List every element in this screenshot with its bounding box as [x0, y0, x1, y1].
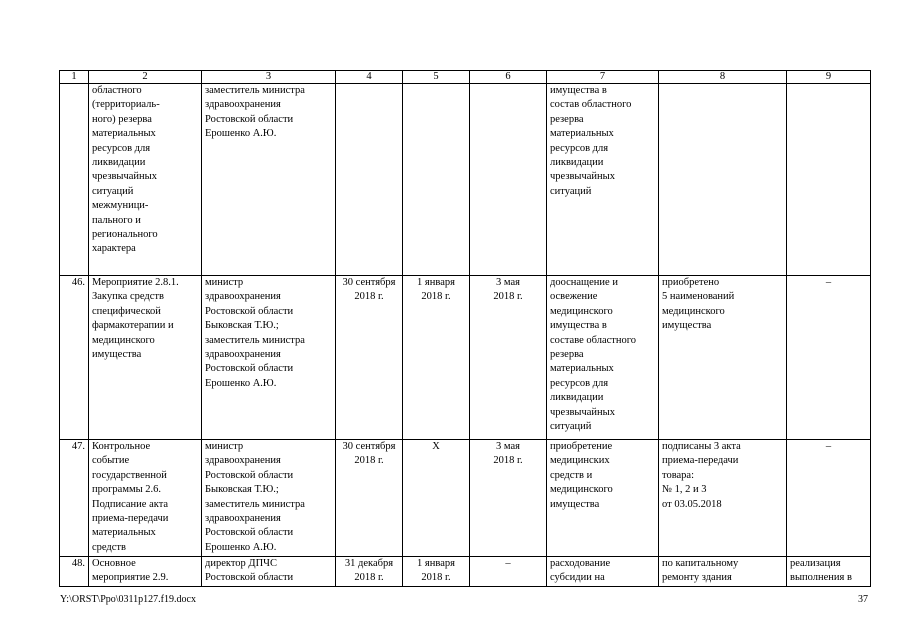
responsible-person: министр здравоохранения Ростовской области Быковская Т.Ю.; заместитель министра здравоохранения Ростовской области Ерошенко А.Ю.: [202, 276, 336, 440]
column-number: 9: [787, 71, 871, 84]
event-name: Основное мероприятие 2.9.: [89, 557, 202, 587]
actual-start-date: 1 января 2018 г.: [403, 557, 470, 587]
report-table: [59, 70, 871, 587]
problems-cell: [787, 84, 871, 276]
event-name: Мероприятие 2.8.1. Закупка средств специфической фармакотерапии и медицинского имущества: [89, 276, 202, 440]
table-row: [60, 84, 871, 276]
planned-end-date: 30 сентября 2018 г.: [336, 440, 403, 557]
table-row: [60, 276, 871, 440]
actual-end-date: 3 мая 2018 г.: [470, 440, 547, 557]
responsible-person: директор ДПЧС Ростовской области: [202, 557, 336, 587]
column-number: 8: [659, 71, 787, 84]
column-number: 2: [89, 71, 202, 84]
actual-result: приобретено 5 наименований медицинского имущества: [659, 276, 787, 440]
column-number: 7: [547, 71, 659, 84]
row-number: 48.: [60, 557, 89, 587]
column-number-row: [60, 71, 871, 84]
column-number: 4: [336, 71, 403, 84]
row-number: 47.: [60, 440, 89, 557]
planned-result: дооснащение и освежение медицинского имущества в составе областного резерва материальных ресурсов для ликвидации чрезвычайных ситуаций: [547, 276, 659, 440]
actual-end-date: –: [470, 557, 547, 587]
actual-end-date: 3 мая 2018 г.: [470, 276, 547, 440]
page-number: 37: [858, 594, 868, 605]
problems-cell: реализация выполнения в: [787, 557, 871, 587]
problems-cell: –: [787, 440, 871, 557]
actual-result: по капитальному ремонту здания: [659, 557, 787, 587]
column-number: 3: [202, 71, 336, 84]
planned-end-date: [336, 84, 403, 276]
event-name: областного (территориаль- ного) резерва материальных ресурсов для ликвидации чрезвычайных ситуаций межмуници- пального и регионального характера: [89, 84, 202, 276]
actual-start-date: Х: [403, 440, 470, 557]
actual-start-date: 1 января 2018 г.: [403, 276, 470, 440]
actual-start-date: [403, 84, 470, 276]
actual-result: подписаны 3 акта приема-передачи товара: № 1, 2 и 3 от 03.05.2018: [659, 440, 787, 557]
actual-result: [659, 84, 787, 276]
event-name: Контрольное событие государственной программы 2.6. Подписание акта приема-передачи материальных средств: [89, 440, 202, 557]
row-number: 46.: [60, 276, 89, 440]
table-row: [60, 440, 871, 557]
responsible-person: заместитель министра здравоохранения Ростовской области Ерошенко А.Ю.: [202, 84, 336, 276]
column-number: 5: [403, 71, 470, 84]
planned-result: имущества в состав областного резерва материальных ресурсов для ликвидации чрезвычайных ситуаций: [547, 84, 659, 276]
planned-result: приобретение медицинских средств и медицинского имущества: [547, 440, 659, 557]
row-number: [60, 84, 89, 276]
actual-end-date: [470, 84, 547, 276]
column-number: 1: [60, 71, 89, 84]
responsible-person: министр здравоохранения Ростовской области Быковская Т.Ю.; заместитель министра здравоохранения Ростовской области Ерошенко А.Ю.: [202, 440, 336, 557]
problems-cell: –: [787, 276, 871, 440]
planned-end-date: 31 декабря 2018 г.: [336, 557, 403, 587]
table-row: [60, 557, 871, 587]
planned-end-date: 30 сентября 2018 г.: [336, 276, 403, 440]
planned-result: расходование субсидии на: [547, 557, 659, 587]
document-file-path: Y:\ORST\Ppo\0311p127.f19.docx: [60, 594, 196, 605]
column-number: 6: [470, 71, 547, 84]
